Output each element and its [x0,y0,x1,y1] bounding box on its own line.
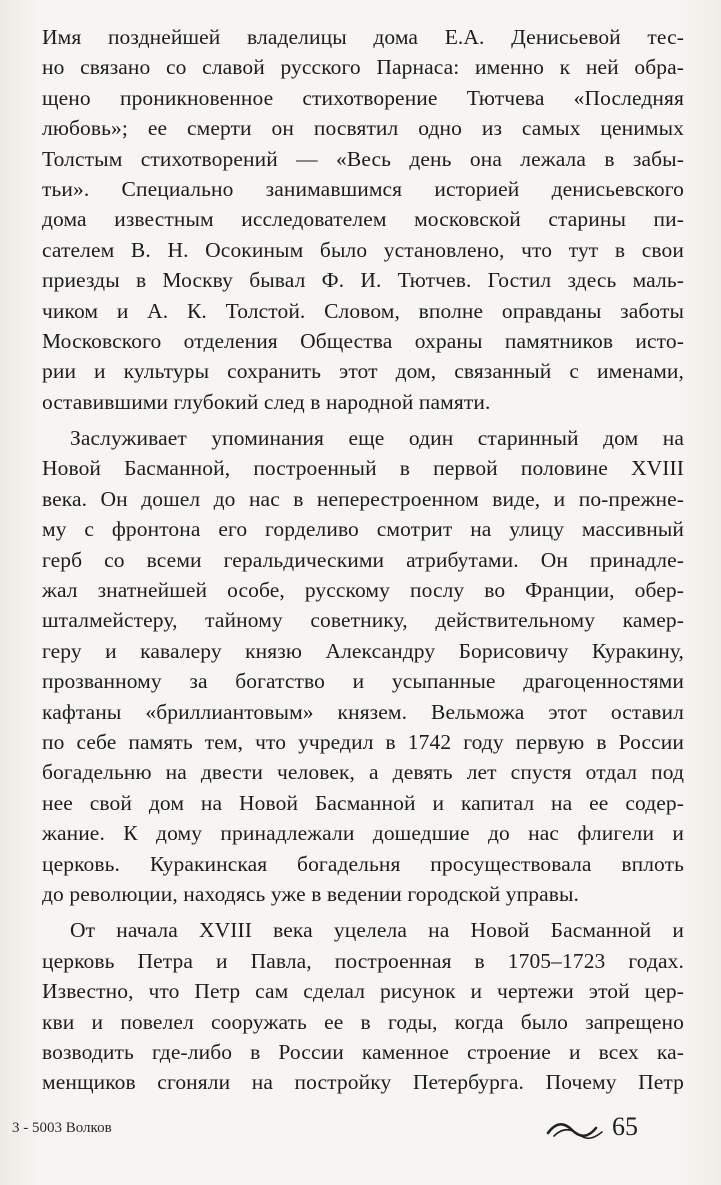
text-line: возводить где-либо в России каменное строение и всех ка- [42,1039,684,1064]
text-line: церковь Петра и Павла, построенная в 1705–1723 годах. [42,948,684,973]
tilde-ornament-icon [544,1118,608,1142]
printer-signature: 3 - 5003 Волков [12,1120,112,1136]
text-line: приезды в Москву бывал Ф. И. Тютчев. Гостил здесь маль- [42,268,684,293]
text-line: Имя позднейшей владелицы дома Е.А. Денисьевой тес- [42,25,684,49]
text-line: прозванному за богатство и усыпанные драгоценностями [42,669,684,694]
text-line: рии и культуры сохранить этот дом, связанный с именами, [42,359,684,384]
text-line: сателем В. Н. Осокиным было установлено, что тут в свои [42,237,684,262]
text-line: щено проникновенное стихотворение Тютчева «Последняя [42,85,684,110]
text-line: Новой Басманной, построенный в первой половине XVIII [42,456,684,481]
text-line: тьи». Специально занимавшимся историей денисьевского [42,176,684,201]
text-line: жание. К дому принадлежали дошедшие до нас флигели и [42,821,684,846]
text-line: нее свой дом на Новой Басманной и капитал на ее содер- [42,790,684,815]
text-line: оставившими глубокий след в народной памяти. [42,389,491,414]
text-line: жал знатнейшей особе, русскому послу во Франции, обер- [42,578,684,603]
text-line: герб со всеми геральдическими атрибутами. Он принадле- [42,547,684,572]
page-footer [12,1108,638,1148]
text-line: кви и повелел сооружать ее в годы, когда было запрещено [42,1009,684,1034]
text-line: любовь»; ее смерти он посвятил одно из самых ценимых [42,116,684,141]
paragraph-3 [42,915,684,1097]
text-line: Заслуживает упоминания еще один старинный дом на [70,426,684,451]
text-line: богадельню на двести человек, а девять лет спустя отдал под [42,760,684,785]
text-line: От начала XVIII века уцелела на Новой Басманной и [70,918,684,943]
text-line: до революции, находясь уже в ведении городской управы. [42,881,579,906]
page-number: 65 [612,1112,638,1141]
text-line: церковь. Куракинская богадельня просуществовала вплоть [42,851,684,876]
text-line: Московского отделения Общества охраны памятников исто- [42,328,684,353]
text-line: Толстым стихотворений — «Весь день она лежала в забы- [42,146,684,171]
text-line: шталмейстеру, тайному советнику, действительному камер- [42,608,684,633]
text-line: менщиков сгоняли на постройку Петербурга. Почему Петр [42,1070,684,1095]
text-line: по себе память тем, что учредил в 1742 году первую в России [42,729,684,754]
text-line: века. Он дошел до нас в неперестроенном виде, и по-прежне- [42,486,684,511]
paragraph-2 [42,423,684,909]
body-text [42,22,684,1104]
text-line: геру и кавалеру князю Александру Борисовичу Куракину, [42,638,684,663]
paragraph-1 [42,22,684,417]
text-line: Известно, что Петр сам сделал рисунок и чертежи этой цер- [42,979,684,1004]
text-line: дома известным исследователем московской старины пи- [42,207,684,232]
text-line: но связано со славой русского Парнаса: именно к ней обра- [42,55,684,80]
text-line: му с фронтона его горделиво смотрит на улицу массивный [42,517,684,542]
text-line: чиком и А. К. Толстой. Словом, вполне оправданы заботы [42,298,684,323]
text-line: кафтаны «бриллиантовым» князем. Вельможа этот оставил [42,699,684,724]
